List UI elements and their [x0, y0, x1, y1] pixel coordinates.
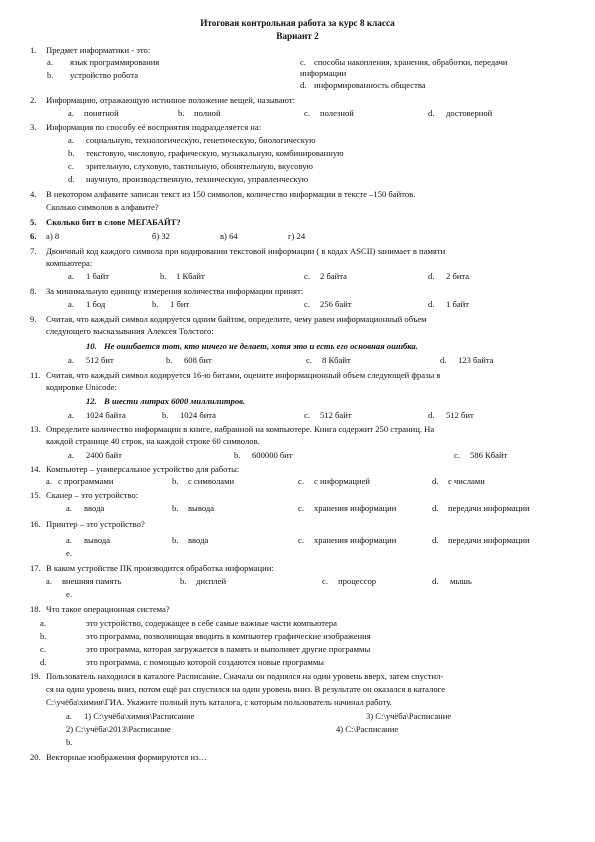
- q16-c-text: хранения информации: [314, 535, 397, 545]
- q18-a-text: это устройство, содержащее в себе самые важные части компьютера: [86, 618, 337, 628]
- q7-b-text: 1 Кбайт: [176, 271, 205, 281]
- q20-text: Векторные изображения формируются из…: [46, 752, 208, 762]
- q17-c-text: процессор: [338, 576, 377, 586]
- q15-d-text: передачи информации: [448, 503, 530, 513]
- q9-d-text: 123 байта: [458, 355, 494, 365]
- q9-d-label: d.: [440, 355, 447, 365]
- q3-c-text: зрительную, слуховую, тактильную, обонятельную, вкусовую: [86, 161, 313, 171]
- q11-b-text: 1024 бита: [180, 410, 216, 420]
- q1-c-text-cont: информации: [300, 68, 347, 78]
- q19-a-label: a.: [66, 711, 72, 721]
- q15-d-label: d.: [432, 503, 439, 513]
- q11-quote: В шести литрах 6000 миллилитров.: [104, 396, 246, 406]
- q3-b-text: текстовую, числовую, графическую, музыкальную, комбинированную: [86, 148, 344, 158]
- q18-number: 18.: [30, 604, 41, 614]
- q8-a-text: 1 бод: [86, 299, 106, 309]
- q18-a-label: a.: [40, 618, 46, 628]
- q4-text: В некотором алфавите записан текст из 150 символов, количество информации в тексте –150 байтов.: [46, 189, 416, 199]
- q11-c-label: c.: [304, 410, 310, 420]
- q1-a-text: язык программирования: [70, 57, 160, 67]
- q13-b-text: 600000 бит: [252, 450, 293, 460]
- q11-b-label: b.: [162, 410, 169, 420]
- q9-c-label: c.: [306, 355, 312, 365]
- q16-d-text: передачи информации: [448, 535, 530, 545]
- q15-a-text: ввода: [84, 503, 105, 513]
- q6-option-c: в) 64: [220, 231, 238, 241]
- q7-number: 7.: [30, 246, 37, 256]
- q17-d-text: мышь: [450, 576, 472, 586]
- q6-option-b: б) 32: [152, 231, 170, 241]
- q15-c-label: c.: [298, 503, 304, 513]
- q16-extra-label: e.: [66, 548, 72, 558]
- q9-quote: Не ошибается тот, кто ничего не делает, хотя это и есть его основная ошибка.: [104, 341, 418, 351]
- q11-c-text: 512 байт: [320, 410, 352, 420]
- q1-text: Предмет информатики - это:: [46, 45, 151, 55]
- q6-option-d: г) 24: [288, 231, 306, 241]
- q18-text: Что такое операционная система?: [46, 604, 170, 614]
- q2-c-label: c.: [304, 108, 310, 118]
- q19-number: 19.: [30, 671, 41, 681]
- q2-b-label: b.: [178, 108, 185, 118]
- q18-b-label: b.: [40, 631, 47, 641]
- q17-d-label: d.: [432, 576, 439, 586]
- q19-option-2: 2) С:\учёба\2013\Расписание: [66, 724, 171, 734]
- q15-b-text: вывода: [188, 503, 215, 513]
- q15-number: 15.: [30, 490, 41, 500]
- q6-option-a: а) 8: [46, 231, 60, 241]
- q3-b-label: b.: [68, 148, 75, 158]
- q14-c-text: с информацией: [314, 476, 370, 486]
- q16-b-text: ввода: [188, 535, 209, 545]
- q14-number: 14.: [30, 464, 41, 474]
- q2-d-text: достоверной: [446, 108, 493, 118]
- q16-text: Принтер – это устройство?: [46, 519, 145, 529]
- q15-c-text: хранения информации: [314, 503, 397, 513]
- q16-d-label: d.: [432, 535, 439, 545]
- q18-d-text: это программа, с помощью которой создаются новые программы: [86, 657, 325, 667]
- q11-a-text: 1024 байта: [86, 410, 126, 420]
- q1-c-label: c.: [300, 57, 306, 67]
- q8-c-label: c.: [304, 299, 310, 309]
- q7-c-text: 2 байта: [320, 271, 347, 281]
- q17-a-label: a.: [46, 576, 52, 586]
- q9-a-text: 512 бит: [86, 355, 114, 365]
- q13-text: Определите количество информации в книге, набранной на компьютере. Книга содержит 250 страниц. На: [46, 424, 435, 434]
- q7-text-cont: компьютера:: [46, 258, 93, 268]
- q13-c-label: c.: [454, 450, 460, 460]
- q11-d-text: 512 бит: [446, 410, 474, 420]
- q9-text-cont: следующего высказывания Алексея Толстого:: [46, 326, 214, 336]
- q13-c-text: 586 Кбайт: [470, 450, 508, 460]
- q17-b-text: дисплей: [196, 576, 227, 586]
- q13-b-label: b.: [234, 450, 241, 460]
- q8-c-text: 256 байт: [320, 299, 352, 309]
- q7-a-text: 1 байт: [86, 271, 109, 281]
- q2-c-text: полезной: [320, 108, 354, 118]
- q13-text-cont: каждой странице 40 строк, на каждой строке 60 символов.: [46, 436, 260, 446]
- q7-c-label: c.: [304, 271, 310, 281]
- q16-a-label: a.: [66, 535, 72, 545]
- q3-d-label: d.: [68, 174, 75, 184]
- q9-text: Считая, что каждый символ кодируется одним байтом, определите, чему равен информационный объем: [46, 314, 427, 324]
- q2-a-label: a.: [68, 108, 74, 118]
- q1-c-text: способы накопления, хранения, обработки, передачи: [314, 57, 508, 67]
- q14-d-text: с числами: [448, 476, 485, 486]
- q13-a-text: 2400 байт: [86, 450, 122, 460]
- q1-number: 1.: [30, 45, 37, 55]
- q2-a-text: понятной: [84, 108, 119, 118]
- q3-a-text: социальную, технологическую, генетическую, биологическую: [86, 135, 316, 145]
- q1-b-text: устройство робота: [70, 70, 139, 80]
- q17-c-label: c.: [322, 576, 328, 586]
- q17-b-label: b.: [180, 576, 187, 586]
- q9-quote-number: 10.: [86, 341, 97, 351]
- q18-c-text: это программа, которая загружается в память и выполняет другие программы: [86, 644, 371, 654]
- q8-number: 8.: [30, 286, 37, 296]
- q3-text: Информация по способу её восприятия подразделяется на:: [46, 122, 262, 132]
- q14-b-label: b.: [172, 476, 179, 486]
- q3-d-text: научную, производственную, техническую, управленческую: [86, 174, 309, 184]
- q4-text-cont: Сколько символов в алфавите?: [46, 202, 159, 212]
- q2-number: 2.: [30, 95, 37, 105]
- q8-d-text: 1 байт: [446, 299, 469, 309]
- q14-text: Компьютер – универсальное устройство для работы:: [46, 464, 240, 474]
- q17-number: 17.: [30, 563, 41, 573]
- q5-text: Сколько бит в слове МЕГАБАЙТ?: [46, 217, 181, 227]
- q7-b-label: b.: [160, 271, 167, 281]
- q9-b-label: b.: [166, 355, 173, 365]
- q14-c-label: c.: [298, 476, 304, 486]
- q9-a-label: a.: [68, 355, 74, 365]
- q7-d-label: d.: [428, 271, 435, 281]
- q3-c-label: c.: [68, 161, 74, 171]
- q15-a-label: a.: [66, 503, 72, 513]
- q14-a-text: с программами: [58, 476, 114, 486]
- q19-text-cont2: С:\учёба\химия\ГИА. Укажите полный путь каталога, с которым пользователь начинал работу.: [46, 697, 392, 707]
- q14-a-label: a.: [46, 476, 52, 486]
- q18-b-text: это программа, позволяющая вводить в компьютер графические изображения: [86, 631, 371, 641]
- q9-number: 9.: [30, 314, 37, 324]
- q9-b-text: 608 бит: [184, 355, 212, 365]
- q1-d-text: информированность общества: [314, 80, 426, 90]
- q17-text: В каком устройстве ПК производится обработка информации:: [46, 563, 274, 573]
- q11-quote-number: 12.: [86, 396, 97, 406]
- q19-extra-label: b.: [66, 737, 73, 747]
- q1-b-label: b.: [47, 70, 54, 80]
- q11-text-cont: кодировке Unicode:: [46, 382, 117, 392]
- q16-c-label: c.: [298, 535, 304, 545]
- q7-a-label: a.: [68, 271, 74, 281]
- q20-number: 20.: [30, 752, 41, 762]
- q19-option-1: 1) С:\учёба\химия\Расписание: [84, 711, 195, 721]
- q19-option-4: 4) С:\Расписание: [336, 724, 399, 734]
- q18-d-label: d.: [40, 657, 47, 667]
- q16-number: 16.: [30, 519, 41, 529]
- q19-text-cont: ся на один уровень вниз, потом ещё раз спустился на один уровень вниз. В результате он оказался в каталоге: [46, 684, 445, 694]
- q4-number: 4.: [30, 189, 37, 199]
- q5-number: 5.: [30, 217, 37, 227]
- q3-number: 3.: [30, 122, 37, 132]
- q2-d-label: d.: [428, 108, 435, 118]
- q18-c-label: c.: [40, 644, 46, 654]
- q16-b-label: b.: [172, 535, 179, 545]
- q8-b-label: b.: [152, 299, 159, 309]
- q1-a-label: a.: [47, 57, 53, 67]
- q2-text: Информацию, отражающую истинное положение вещей, называют:: [46, 95, 295, 105]
- q8-d-label: d.: [428, 299, 435, 309]
- q19-text: Пользователь находился в каталоге Расписание. Сначала он поднялся на один уровень вверх, затем спустил-: [46, 671, 444, 681]
- q13-a-label: a.: [68, 450, 74, 460]
- variant-label: Вариант 2: [276, 31, 319, 41]
- q6-number: 6.: [30, 231, 37, 241]
- q8-b-text: 1 бит: [170, 299, 190, 309]
- q13-number: 13.: [30, 424, 41, 434]
- page-title: Итоговая контрольная работа за курс 8 класса: [200, 18, 395, 28]
- q3-a-label: a.: [68, 135, 74, 145]
- q11-d-label: d.: [428, 410, 435, 420]
- q8-a-label: a.: [68, 299, 74, 309]
- q17-extra-label: e.: [66, 589, 72, 599]
- q11-number: 11.: [30, 370, 41, 380]
- q11-text: Считая, что каждый символ кодируется 16-ю битами, оцените информационный объем следующей фразы в: [46, 370, 441, 380]
- q7-d-text: 2 бита: [446, 271, 470, 281]
- q7-text: Двоичный код каждого символа при кодировании текстовой информации ( в кодах ASCII) занимает в памяти: [46, 246, 446, 256]
- q19-option-3: 3) С:\учёба\Расписание: [366, 711, 452, 721]
- q15-text: Сканер – это устройство:: [46, 490, 139, 500]
- q17-a-text: внешняя память: [62, 576, 122, 586]
- q15-b-label: b.: [172, 503, 179, 513]
- q16-a-text: вывода: [84, 535, 111, 545]
- q11-a-label: a.: [68, 410, 74, 420]
- q1-d-label: d.: [300, 80, 307, 90]
- q9-c-text: 8 Кбайт: [322, 355, 351, 365]
- q2-b-text: полной: [194, 108, 221, 118]
- q14-b-text: с символами: [188, 476, 235, 486]
- q8-text: За минимальную единицу измерения количества информации принят:: [46, 286, 304, 296]
- q14-d-label: d.: [432, 476, 439, 486]
